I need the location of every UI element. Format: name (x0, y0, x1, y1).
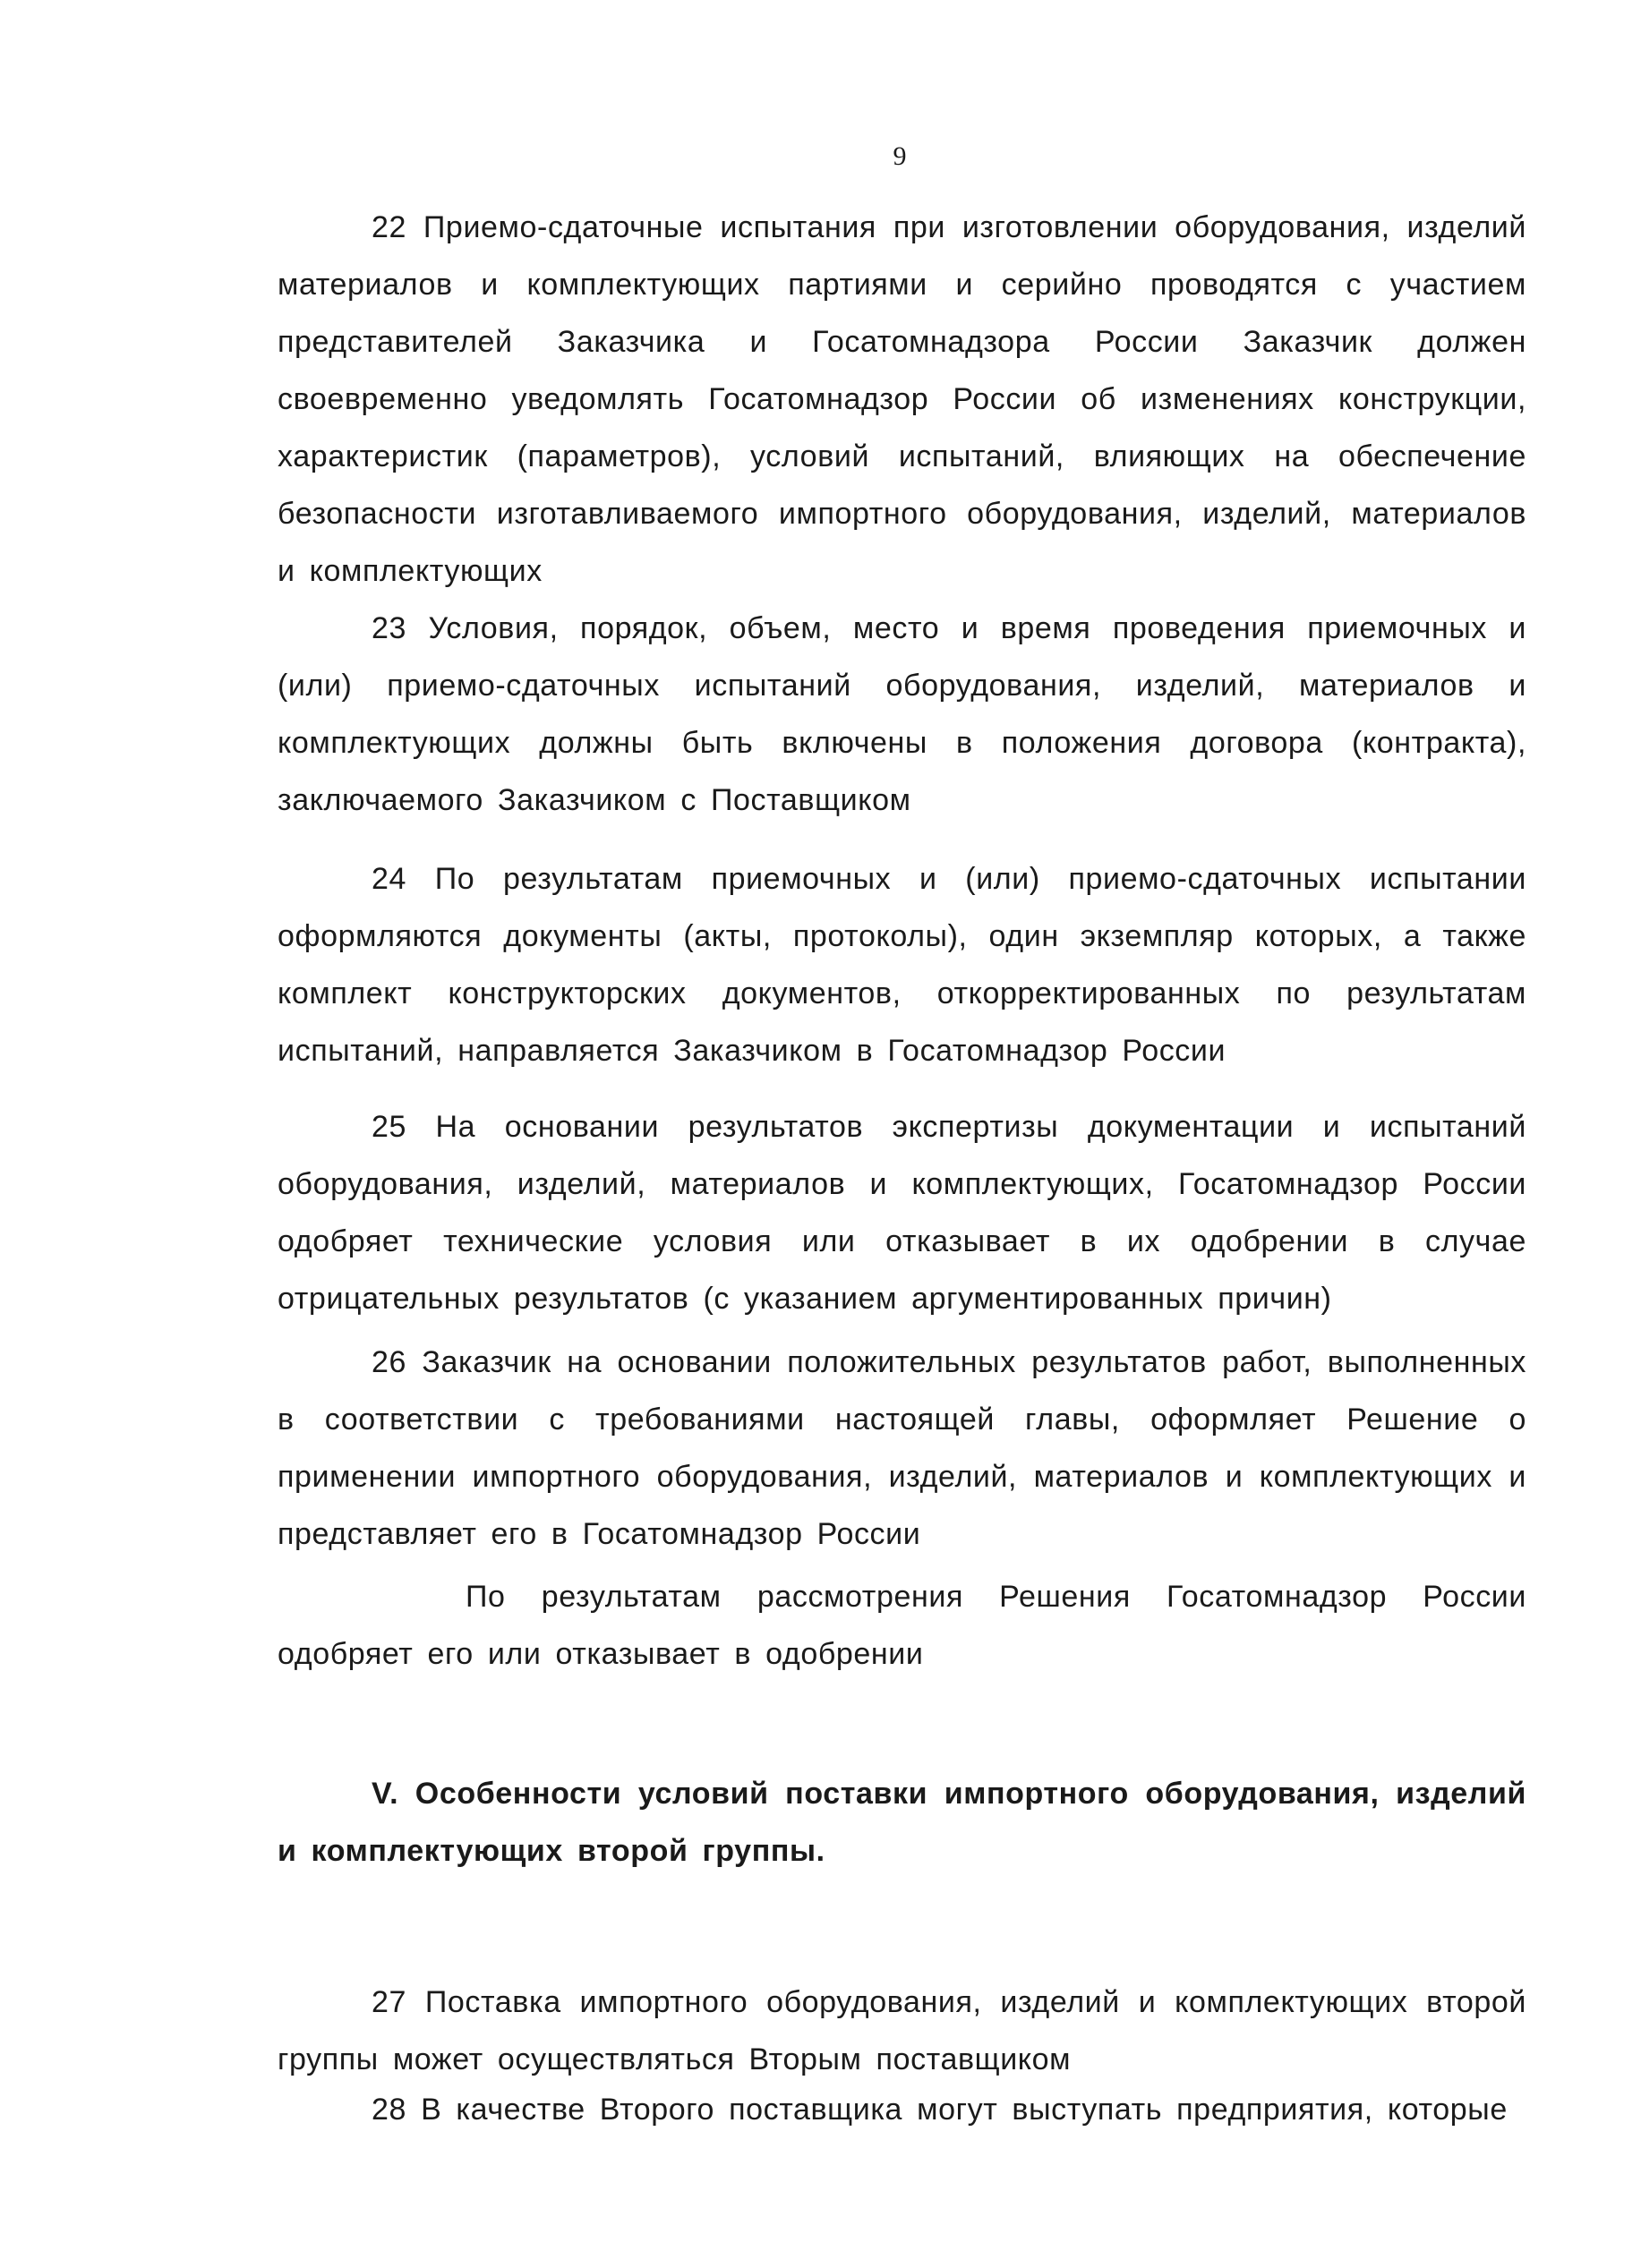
paragraph-23: 23 Условия, порядок, объем, место и время проведения приемочных и (или) приемо-сдаточных испытаний оборудования, изделий, материалов и комплектующих должны быть включены в положения договора (контракта), заключаемого Заказчиком с Поставщиком (278, 611, 1526, 817)
section-heading: V. Особенности условий поставки импортного оборудования, изделий и комплектующих второй группы. (278, 1777, 1526, 1868)
paragraph-26-continuation-block (278, 1568, 1526, 1683)
paragraph-27-block (278, 1974, 1526, 2088)
paragraph-26: 26 Заказчик на основании положительных результатов работ, выполненных в соответствии с требованиями настоящей главы, оформляет Решение о применении импортного оборудования, изделий, материалов и комплектующих и представляет его в Госатомнадзор России (278, 1345, 1526, 1551)
paragraph-22-block (278, 199, 1526, 600)
paragraph-26-block (278, 1334, 1526, 1563)
paragraph-25: 25 На основании результатов экспертизы документации и испытаний оборудования, изделий, материалов и комплектующих, Госатомнадзор России одобряет технические условия или отказывает в их одобрении в случае отрицательных результатов (с указанием аргументированных причин) (278, 1110, 1526, 1316)
paragraph-23-block (278, 600, 1526, 829)
page-number: 9 (893, 141, 907, 171)
paragraph-26-continuation: По результатам рассмотрения Решения Госатомнадзор России одобряет его или отказывает в одобрении (278, 1580, 1526, 1671)
paragraph-25-block (278, 1098, 1526, 1327)
paragraph-28: 28 В качестве Второго поставщика могут выступать предприятия, которые (372, 2093, 1508, 2127)
paragraph-28-block (278, 2081, 1526, 2138)
paragraph-24: 24 По результатам приемочных и (или) приемо-сдаточных испытании оформляются документы (акты, протоколы), один экземпляр которых, а также комплект конструкторских документов, откорректированных по результатам испытаний, направляется Заказчиком в Госатомнадзор России (278, 862, 1526, 1068)
paragraph-27: 27 Поставка импортного оборудования, изделий и комплектующих второй группы может осуществляться Вторым поставщиком (278, 1985, 1526, 2076)
paragraph-22: 22 Приемо-сдаточные испытания при изготовлении оборудования, изделий материалов и комплектующих партиями и серийно проводятся с участием представителей Заказчика и Госатомнадзора России Заказчик должен своевременно уведомлять Госатомнадзор России об изменениях конструкции, характеристик (параметров), условий испытаний, влияющих на обеспечение безопасности изготавливаемого импортного оборудования, изделий, материалов и комплектующих (278, 210, 1526, 588)
paragraph-24-block (278, 850, 1526, 1079)
